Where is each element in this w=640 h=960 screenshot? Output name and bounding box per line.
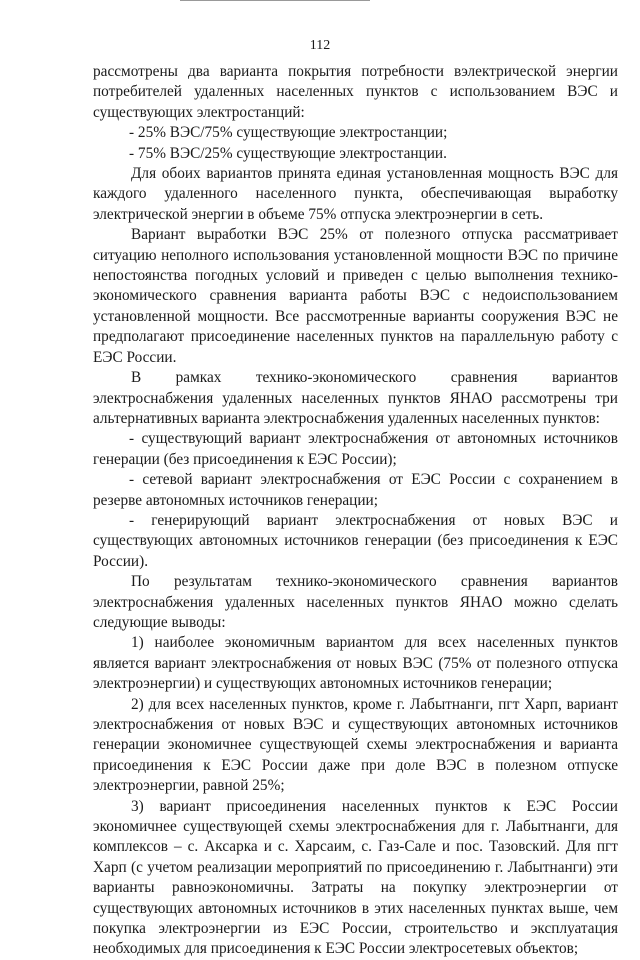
scan-top-rule: [180, 0, 370, 1]
list-item: - 75% ВЭС/25% существующие электростанции.: [129, 144, 447, 162]
list-item: - генерирующий вариант электроснабжения от новых ВЭС и существующих автономных источников генерации (без присоединения к ЕЭС России).: [93, 511, 618, 570]
list-item: - 25% ВЭС/75% существующие электростанции;: [129, 124, 448, 142]
page-number: 112: [309, 38, 331, 53]
list-item: - сетевой вариант электроснабжения от ЕЭС России с сохранением в резерве автономных источников генерации;: [93, 471, 618, 509]
paragraph: В рамках технико-экономического сравнения вариантов электроснабжения удаленных населенных пунктов ЯНАО рассмотрены три альтернативных варианта электроснабжения удаленных населенных пунктов:: [93, 369, 618, 427]
conclusion-item: 3) вариант присоединения населенных пунктов к ЕЭС России экономичнее существующей схемы электроснабжения для г. Лабытнанги, для комплексов – с. Аксарка и с. Харсаим, с. Газ-Сале и пос. Тазовский. Для пгт Харп (с учетом реализации мероприятий по присоединению г. Лабытнанги) эти варианты равноэкономичны. Затраты на покупку электроэнергии от существующих автономных источников в этих населенных пунктах выше, чем покупка электроэнергии из ЕЭС России, строительство и эксплуатация необходимых для присоединения к ЕЭС России электросетевых объектов;: [93, 797, 618, 958]
conclusion-item: 2) для всех населенных пунктов, кроме г. Лабытнанги, пгт Харп, вариант электроснабжения от новых ВЭС и существующих автономных источников генерации экономичнее существующей схемы электроснабжения и варианта присоединения к ЕЭС России даже при доле ВЭС в полезном отпуске электроэнергии, равной 25%;: [93, 695, 618, 795]
conclusion-item: 1) наиболее экономичным вариантом для всех населенных пунктов является вариант электроснабжения от новых ВЭС (75% от полезного отпуска электроэнергии) и существующих автономных источников генерации;: [93, 634, 618, 693]
paragraph: По результатам технико-экономического сравнения вариантов электроснабжения удаленных населенных пунктов ЯНАО можно сделать следующие выводы:: [93, 573, 618, 631]
paragraph: Для обоих вариантов принята единая установленная мощность ВЭС для каждого удаленного населенного пункта, обеспечивающая выработку электрической энергии в объеме 75% отпуска электроэнергии в сеть.: [93, 165, 618, 223]
body-text: [93, 62, 618, 960]
paragraph: Вариант выработки ВЭС 25% от полезного отпуска рассматривает ситуацию неполного использования установленной мощности ВЭС по причине непостоянства погодных условий и приведен с целью выполнения технико-экономического сравнения варианта работы ВЭС с недоиспользованием установленной мощности. Все рассмотренные варианты сооружения ВЭС не предполагают присоединение населенных пунктов на параллельную работу с ЕЭС России.: [93, 226, 618, 366]
paragraph: рассмотрены два варианта покрытия потребности вэлектрической энергии потребителей удаленных населенных пунктов с использованием ВЭС и существующих электростанций:: [93, 63, 618, 121]
list-item: - существующий вариант электроснабжения от автономных источников генерации (без присоединения к ЕЭС России);: [93, 430, 618, 468]
